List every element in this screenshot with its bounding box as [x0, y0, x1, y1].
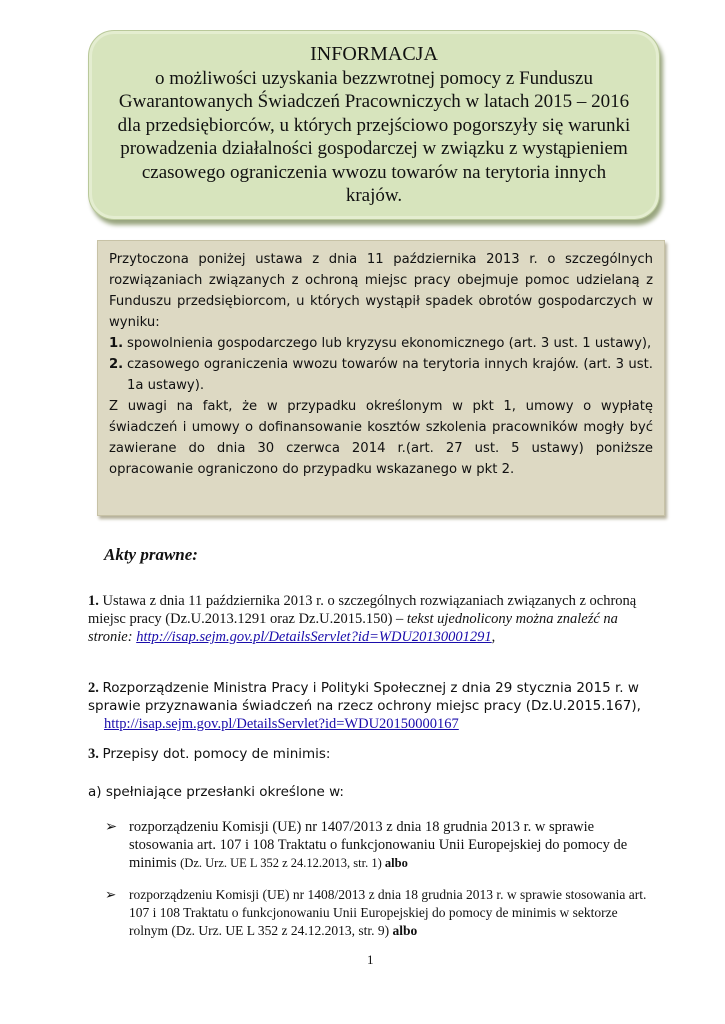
- bullet-text: rozporządzeniu Komisji (UE) nr 1408/2013 z dnia 18 grudnia 2013 r. w sprawie stosowania art. 107 i 108 Traktatu o funkcjonowaniu Unii Europejskiej do pomocy de minimis w sektorze rolnym (Dz. Urz. UE L 352 z 24.12.2013, str. 9): [129, 887, 647, 938]
- legal-item-number: 2.: [88, 680, 99, 696]
- title-heading: INFORMACJA: [310, 43, 438, 65]
- legal-item-text: Rozporządzenie Ministra Pracy i Polityki Społecznej z dnia 29 stycznia 2015 r. w sprawie przyznawania świadczeń na rzecz ochrony miejsc pracy (Dz.U.2015.167),: [88, 680, 641, 714]
- intro-paragraph-1: Przytoczona poniżej ustawa z dnia 11 października 2013 r. o szczególnych rozwiązaniach związanych z ochroną miejsc pracy obejmuje pomoc udzielaną z Funduszu przedsiębiorcom, u których wystąpił spadek obrotów gospodarczych w wyniku:: [109, 252, 653, 330]
- isap-link-2[interactable]: http://isap.sejm.gov.pl/DetailsServlet?id=WDU20150000167: [104, 716, 459, 732]
- legal-item-number: 3.: [88, 746, 99, 762]
- bullet-text: rozporządzeniu Komisji (UE) nr 1407/2013 z dnia 18 grudnia 2013 r. w sprawie stosowania art. 107 i 108 Traktatu o funkcjonowaniu Unii Europejskiej do pomocy de minimis: [129, 819, 628, 871]
- list-item: [109, 354, 653, 396]
- title-body: o możliwości uzyskania bezzwrotnej pomocy z Funduszu Gwarantowanych Świadczeń Pracowniczych w latach 2015 – 2016 dla przedsiębiorców, u których przejściowo pogorszyły się warunki prowadzenia działalności gospodarczej w związku z wystąpieniem czasowego ograniczenia wwozu towarów na terytoria innych krajów.: [117, 67, 631, 206]
- legal-heading: Akty prawne:: [104, 545, 198, 564]
- list-item-number: 1.: [109, 336, 124, 351]
- bullet-item: [105, 886, 655, 940]
- arrow-bullet-icon: ➢: [105, 887, 117, 902]
- list-item-text: czasowego ograniczenia wwozu towarów na terytoria innych krajów. (art. 3 ust. 1a ustawy).: [127, 357, 653, 393]
- legal-item-2: [88, 679, 658, 733]
- legal-item-3: [88, 745, 658, 763]
- arrow-bullet-icon: ➢: [105, 819, 118, 835]
- bullet-item: [105, 818, 655, 872]
- legal-item-1: [88, 592, 658, 646]
- bullet-ref: (Dz. Urz. UE L 352 z 24.12.2013, str. 1): [180, 856, 385, 870]
- intro-box: [97, 240, 665, 516]
- legal-item-text: Przepisy dot. pomocy de minimis:: [102, 746, 331, 762]
- intro-list: [109, 333, 653, 396]
- sub-a-label: a) spełniające przesłanki określone w:: [88, 784, 344, 800]
- legal-item-punct: ,: [491, 629, 496, 645]
- bullet-conj: albo: [384, 856, 408, 870]
- list-item-text: spowolnienia gospodarczego lub kryzysu ekonomicznego (art. 3 ust. 1 ustawy),: [127, 336, 652, 351]
- title-box: [88, 30, 660, 220]
- legal-item-number: 1.: [88, 593, 99, 609]
- isap-link-1[interactable]: http://isap.sejm.gov.pl/DetailsServlet?id=WDU20130001291: [136, 629, 492, 645]
- list-item: [109, 333, 653, 354]
- intro-paragraph-2: Z uwagi na fakt, że w przypadku określonym w pkt 1, umowy o wypłatę świadczeń i umowy o dofinansowanie kosztów szkolenia pracowników mogły być zawierane do dnia 30 czerwca 2014 r.(art. 27 ust. 5 ustawy) poniższe opracowanie ograniczono do przypadku wskazanego w pkt 2.: [109, 399, 653, 477]
- list-item-number: 2.: [109, 357, 124, 372]
- bullet-text-wrap: [105, 886, 655, 940]
- page-number: 1: [367, 952, 374, 967]
- legal-item-note: tekst ujednolicony można znaleźć na stronie:: [88, 611, 618, 645]
- bullet-conj: albo: [392, 923, 418, 938]
- legal-item-text: Ustawa z dnia 11 października 2013 r. o szczególnych rozwiązaniach związanych z ochroną miejsc pracy (Dz.U.2013.1291 oraz Dz.U.2015.150) –: [88, 593, 637, 627]
- bullet-text-wrap: [105, 818, 655, 872]
